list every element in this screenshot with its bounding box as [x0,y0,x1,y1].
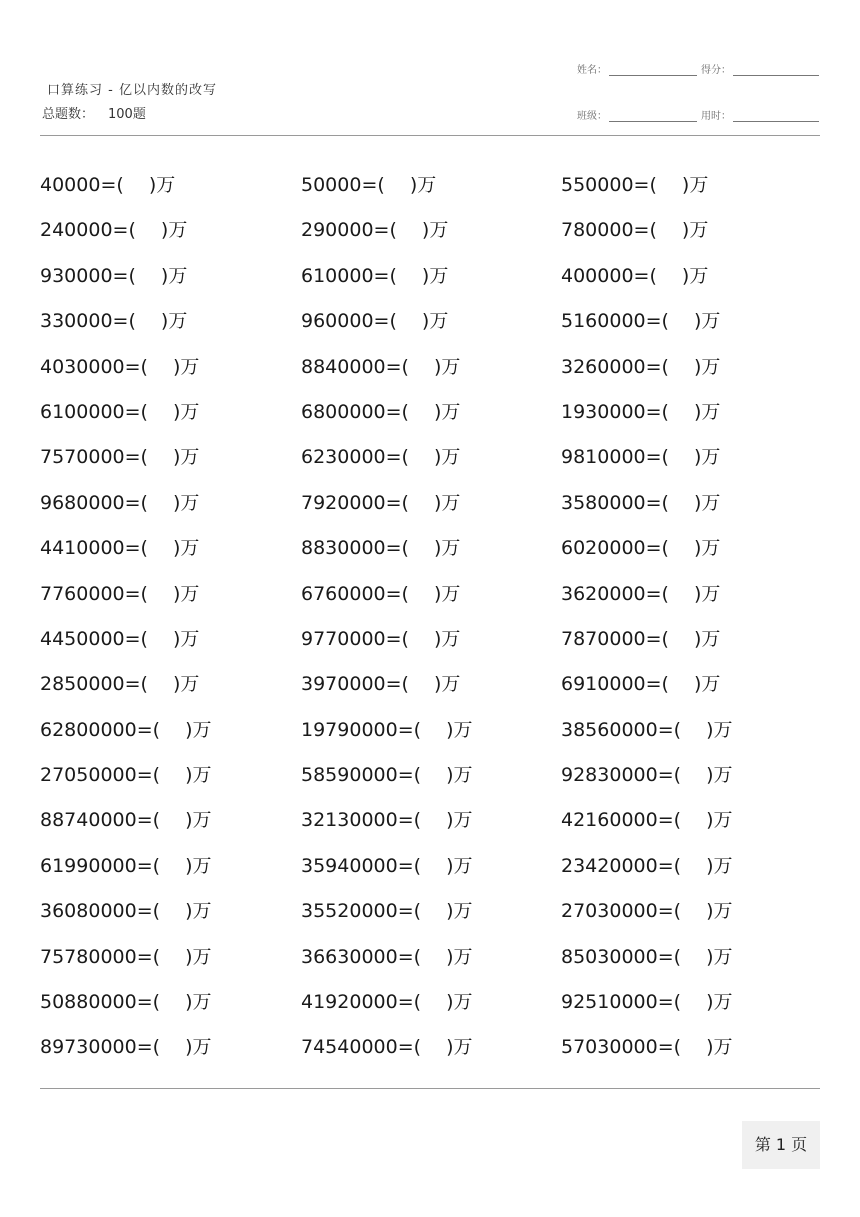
problem-item: 32130000=( )万 [301,809,473,832]
problem-item: 7570000=( )万 [40,446,200,469]
score-blank[interactable] [733,74,819,76]
worksheet-title: 口算练习 - 亿以内数的改写 [47,83,217,98]
problem-item: 3580000=( )万 [561,491,721,514]
problem-item: 6760000=( )万 [301,582,461,605]
problem-item: 8840000=( )万 [301,355,461,378]
score-label: 得分： [701,65,731,76]
problem-item: 9810000=( )万 [561,446,721,469]
problem-row [40,210,820,255]
problem-item: 50000=( )万 [301,174,437,196]
problem-item: 92510000=( )万 [561,991,733,1014]
problem-row [40,165,820,210]
name-field[interactable] [577,61,697,76]
time-label: 用时： [701,111,731,122]
problem-item: 550000=( )万 [561,174,709,196]
problem-row [40,982,820,1027]
problem-item: 3970000=( )万 [301,673,461,696]
problem-row [40,528,820,573]
problem-item: 40000=( )万 [40,174,176,196]
problem-item: 6230000=( )万 [301,446,461,469]
problem-item: 92830000=( )万 [561,764,733,787]
problem-item: 89730000=( )万 [40,1036,212,1059]
problem-item: 27030000=( )万 [561,900,733,923]
problem-item: 7760000=( )万 [40,582,200,605]
problem-item: 780000=( )万 [561,219,709,242]
total-count [42,103,146,122]
problem-item: 3620000=( )万 [561,582,721,605]
header-divider [40,135,820,136]
problem-item: 400000=( )万 [561,264,709,287]
class-label: 班级： [577,111,607,122]
problem-item: 4450000=( )万 [40,627,200,650]
problem-row [40,710,820,755]
problem-item: 6800000=( )万 [301,400,461,423]
problem-item: 4030000=( )万 [40,355,200,378]
problem-item: 4410000=( )万 [40,537,200,560]
problem-item: 2850000=( )万 [40,673,200,696]
problem-item: 36080000=( )万 [40,900,212,923]
name-label: 姓名： [577,65,607,76]
problem-item: 50880000=( )万 [40,991,212,1014]
problem-item: 75780000=( )万 [40,945,212,968]
problem-row [40,437,820,482]
problem-item: 23420000=( )万 [561,854,733,877]
problem-row [40,392,820,437]
problem-row [40,846,820,891]
problem-item: 6020000=( )万 [561,537,721,560]
problem-row [40,1027,820,1072]
problem-item: 27050000=( )万 [40,764,212,787]
problem-item: 85030000=( )万 [561,945,733,968]
time-field[interactable] [701,107,819,122]
problem-item: 6100000=( )万 [40,400,200,423]
total-count-label: 总题数： [42,107,95,122]
problem-item: 8830000=( )万 [301,537,461,560]
problem-item: 62800000=( )万 [40,718,212,741]
problem-item: 330000=( )万 [40,310,188,333]
problem-row [40,800,820,845]
problem-item: 35520000=( )万 [301,900,473,923]
problem-row [40,347,820,392]
problem-item: 41920000=( )万 [301,991,473,1014]
problem-item: 3260000=( )万 [561,355,721,378]
problem-row [40,574,820,619]
problem-row [40,619,820,664]
problem-item: 36630000=( )万 [301,945,473,968]
score-field[interactable] [701,61,819,76]
problem-item: 240000=( )万 [40,219,188,242]
problem-item: 74540000=( )万 [301,1036,473,1059]
footer-divider [40,1088,820,1089]
problem-item: 6910000=( )万 [561,673,721,696]
problem-row [40,256,820,301]
page-number: 第 1 页 [742,1121,820,1169]
problem-item: 5160000=( )万 [561,310,721,333]
problem-item: 1930000=( )万 [561,400,721,423]
problem-item: 960000=( )万 [301,310,449,333]
problem-item: 42160000=( )万 [561,809,733,832]
total-count-value: 100题 [108,107,146,122]
problem-item: 38560000=( )万 [561,718,733,741]
problem-item: 610000=( )万 [301,264,449,287]
problem-row [40,664,820,709]
problem-item: 19790000=( )万 [301,718,473,741]
problem-item: 290000=( )万 [301,219,449,242]
class-field[interactable] [577,107,697,122]
problem-grid [40,165,820,1073]
problem-item: 9680000=( )万 [40,491,200,514]
problem-item: 7920000=( )万 [301,491,461,514]
time-blank[interactable] [733,120,819,122]
problem-row [40,755,820,800]
problem-item: 61990000=( )万 [40,854,212,877]
problem-row [40,301,820,346]
problem-item: 9770000=( )万 [301,627,461,650]
problem-item: 57030000=( )万 [561,1036,733,1059]
problem-row [40,937,820,982]
problem-item: 58590000=( )万 [301,764,473,787]
problem-row [40,483,820,528]
problem-item: 88740000=( )万 [40,809,212,832]
problem-item: 930000=( )万 [40,264,188,287]
name-blank[interactable] [609,74,697,76]
problem-row [40,891,820,936]
class-blank[interactable] [609,120,697,122]
problem-item: 7870000=( )万 [561,627,721,650]
problem-item: 35940000=( )万 [301,854,473,877]
